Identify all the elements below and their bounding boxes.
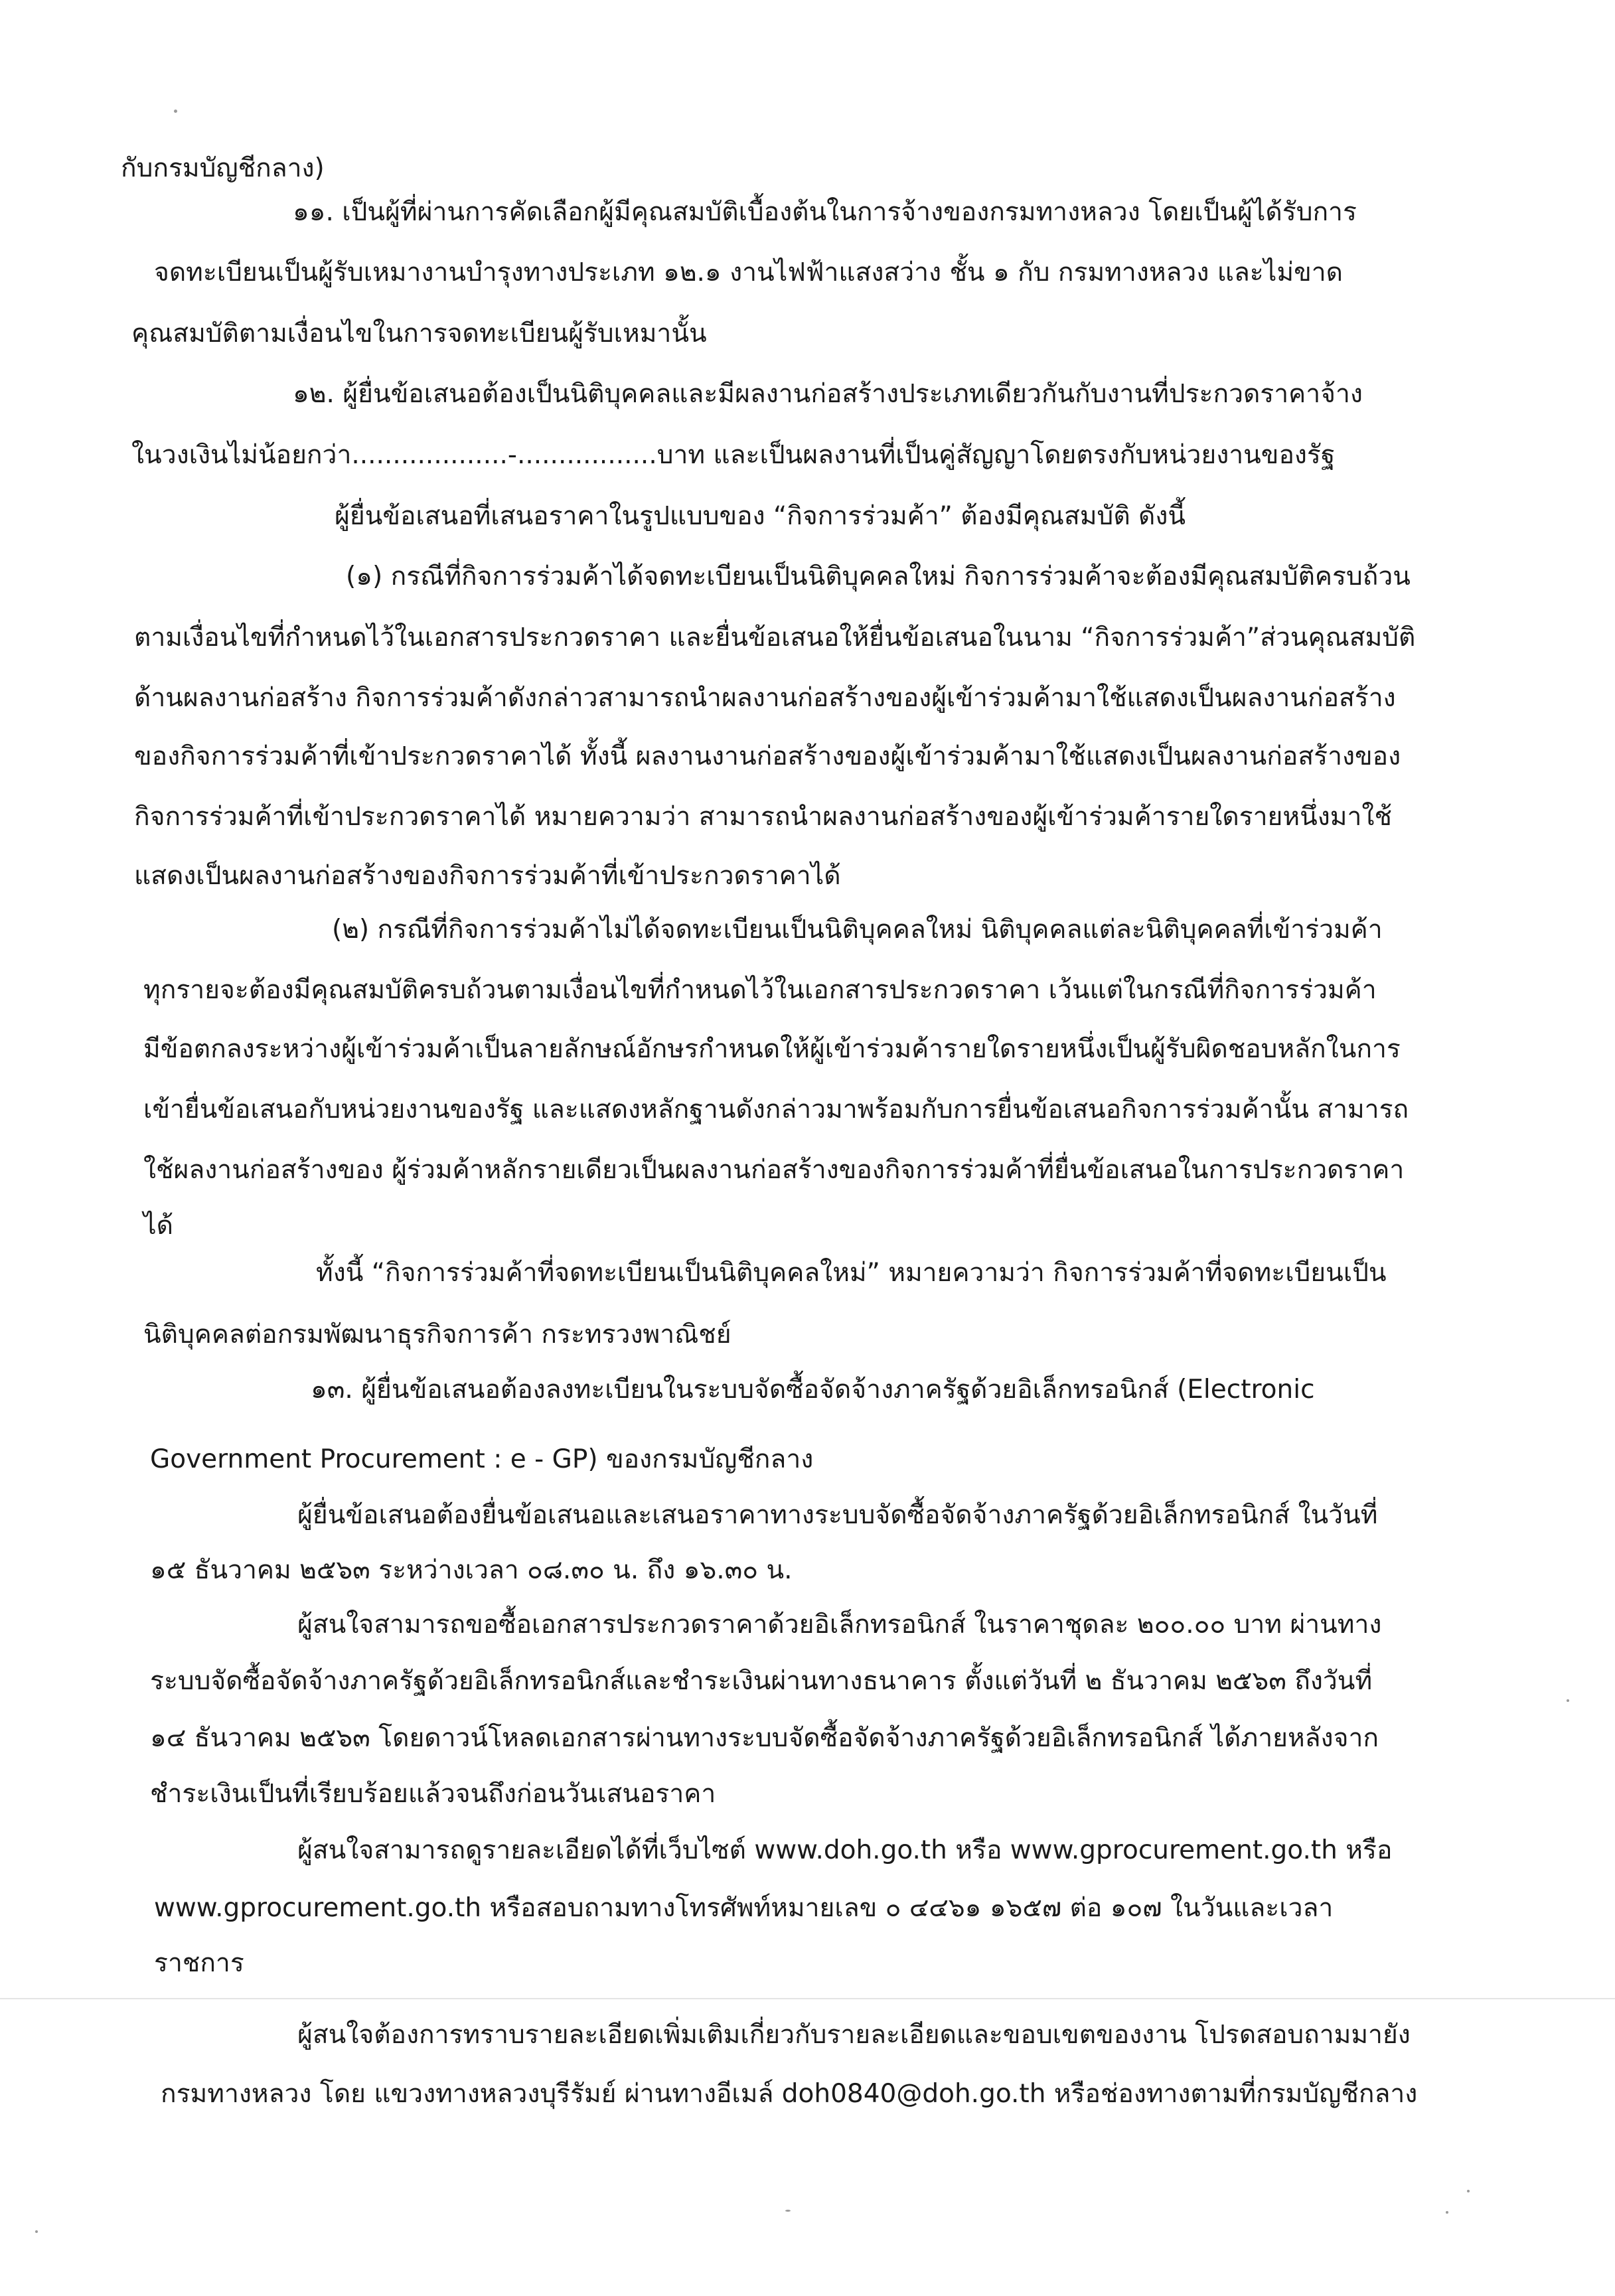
- text-line-22: ๑๓. ผู้ยื่นข้อเสนอต้องลงทะเบียนในระบบจัดซื้อจัดจ้างภาครัฐด้วยอิเล็กทรอนิกส์ (Electronic: [311, 1375, 1315, 1405]
- text-line-16: มีข้อตกลงระหว่างผู้เข้าร่วมค้าเป็นลายลักษณ์อักษรกำหนดให้ผู้เข้าร่วมค้ารายใดรายหนึ่งเป็นผู้รับผิดชอบหลักในการ: [143, 1034, 1401, 1064]
- text-line-33: ผู้สนใจต้องการทราบรายละเอียดเพิ่มเติมเกี่ยวกับรายละเอียดและขอบเขตของงาน โปรดสอบถามมายัง: [297, 2020, 1411, 2050]
- text-line-25: ๑๕ ธันวาคม ๒๕๖๓ ระหว่างเวลา ๐๘.๓๐ น. ถึง ๑๖.๓๐ น.: [150, 1555, 793, 1585]
- text-line-32: ราชการ: [154, 1948, 244, 1978]
- scan-speck: [1567, 1699, 1569, 1702]
- scan-speck: [35, 2230, 38, 2233]
- text-line-07: ผู้ยื่นข้อเสนอที่เสนอราคาในรูปแบบของ “กิจการร่วมค้า” ต้องมีคุณสมบัติ ดังนี้: [335, 501, 1186, 531]
- text-line-27: ระบบจัดซื้อจัดจ้างภาครัฐด้วยอิเล็กทรอนิกส์และชำระเงินผ่านทางธนาคาร ตั้งแต่วันที่ ๒ ธันวาคม ๒๕๖๓ ถึงวันที่: [150, 1666, 1373, 1696]
- scan-speck: [1467, 2190, 1470, 2192]
- text-line-11: ของกิจการร่วมค้าที่เข้าประกวดราคาได้ ทั้งนี้ ผลงานงานก่อสร้างของผู้เข้าร่วมค้ามาใช้แสดงเป็นผลงานก่อสร้างของ: [134, 741, 1401, 771]
- scan-speck: [785, 2210, 791, 2212]
- text-line-30: ผู้สนใจสามารถดูรายละเอียดได้ที่เว็บไซต์ www.doh.go.th หรือ www.gprocurement.go.th หรือ: [297, 1835, 1393, 1865]
- scan-speck: [174, 110, 177, 113]
- text-line-17: เข้ายื่นข้อเสนอกับหน่วยงานของรัฐ และแสดงหลักฐานดังกล่าวมาพร้อมกับการยื่นข้อเสนอกิจการร่วมค้านั้น สามารถ: [143, 1095, 1409, 1124]
- text-line-21: นิติบุคคลต่อกรมพัฒนาธุรกิจการค้า กระทรวงพาณิชย์: [143, 1320, 731, 1349]
- text-line-02: ๑๑. เป็นผู้ที่ผ่านการคัดเลือกผู้มีคุณสมบัติเบื้องต้นในการจ้างของกรมทางหลวง โดยเป็นผู้ได้รับการ: [293, 197, 1357, 227]
- scan-speck: [1446, 2211, 1448, 2214]
- text-line-03: จดทะเบียนเป็นผู้รับเหมางานบำรุงทางประเภท ๑๒.๑ งานไฟฟ้าแสงสว่าง ชั้น ๑ กับ กรมทางหลวง และไม่ขาด: [154, 258, 1343, 287]
- text-line-23: Government Procurement : e - GP) ของกรมบัญชีกลาง: [150, 1444, 814, 1474]
- text-line-09: ตามเงื่อนไขที่กำหนดไว้ในเอกสารประกวดราคา และยื่นข้อเสนอให้ยื่นข้อเสนอในนาม “กิจการร่วมค้า”ส่วนคุณสมบัติ: [134, 623, 1416, 652]
- text-line-05: ๑๒. ผู้ยื่นข้อเสนอต้องเป็นนิติบุคคลและมีผลงานก่อสร้างประเภทเดียวกันกับงานที่ประกวดราคาจ้าง: [293, 379, 1363, 409]
- text-line-18: ใช้ผลงานก่อสร้างของ ผู้ร่วมค้าหลักรายเดียวเป็นผลงานก่อสร้างของกิจการร่วมค้าที่ยื่นข้อเสนอในการประกวดราคา: [143, 1155, 1405, 1185]
- text-line-26: ผู้สนใจสามารถขอซื้อเอกสารประกวดราคาด้วยอิเล็กทรอนิกส์ ในราคาชุดละ ๒๐๐.๐๐ บาท ผ่านทาง: [297, 1610, 1382, 1640]
- text-line-04: คุณสมบัติตามเงื่อนไขในการจดทะเบียนผู้รับเหมานั้น: [131, 319, 707, 348]
- text-line-08: (๑) กรณีที่กิจการร่วมค้าได้จดทะเบียนเป็นนิติบุคคลใหม่ กิจการร่วมค้าจะต้องมีคุณสมบัติครบถ้วน: [346, 562, 1411, 591]
- text-line-19: ได้: [143, 1211, 173, 1241]
- text-line-12: กิจการร่วมค้าที่เข้าประกวดราคาได้ หมายความว่า สามารถนำผลงานก่อสร้างของผู้เข้าร่วมค้ารายใดรายหนึ่งมาใช้: [134, 802, 1392, 832]
- text-line-15: ทุกรายจะต้องมีคุณสมบัติครบถ้วนตามเงื่อนไขที่กำหนดไว้ในเอกสารประกวดราคา เว้นแต่ในกรณีที่กิจการร่วมค้า: [143, 975, 1377, 1005]
- text-line-10: ด้านผลงานก่อสร้าง กิจการร่วมค้าดังกล่าวสามารถนำผลงานก่อสร้างของผู้เข้าร่วมค้ามาใช้แสดงเป็นผลงานก่อสร้าง: [134, 683, 1396, 713]
- text-line-34: กรมทางหลวง โดย แขวงทางหลวงบุรีรัมย์ ผ่านทางอีเมล์ doh0840@doh.go.th หรือช่องทางตามที่กรมบัญชีกลาง: [161, 2079, 1418, 2109]
- scan-artifact-line: [0, 1998, 1615, 1999]
- text-line-01: กับกรมบัญชีกลาง): [121, 153, 325, 183]
- text-line-28: ๑๔ ธันวาคม ๒๕๖๓ โดยดาวน์โหลดเอกสารผ่านทางระบบจัดซื้อจัดจ้างภาครัฐด้วยอิเล็กทรอนิกส์ ได้ภายหลังจาก: [150, 1723, 1379, 1753]
- text-line-06: ในวงเงินไม่น้อยกว่า...................-.................บาท และเป็นผลงานที่เป็นคู่สัญญาโดยตรงกับหน่วยงานของรัฐ: [131, 440, 1336, 470]
- text-line-31: www.gprocurement.go.th หรือสอบถามทางโทรศัพท์หมายเลข ๐ ๔๔๖๑ ๑๖๕๗ ต่อ ๑๐๗ ในวันและเวลา: [154, 1893, 1334, 1923]
- text-line-14: (๒) กรณีที่กิจการร่วมค้าไม่ได้จดทะเบียนเป็นนิติบุคคลใหม่ นิติบุคคลแต่ละนิติบุคคลที่เข้าร่วมค้า: [332, 915, 1383, 945]
- text-line-20: ทั้งนี้ “กิจการร่วมค้าที่จดทะเบียนเป็นนิติบุคคลใหม่” หมายความว่า กิจการร่วมค้าที่จดทะเบียนเป็น: [316, 1258, 1387, 1288]
- text-line-13: แสดงเป็นผลงานก่อสร้างของกิจการร่วมค้าที่เข้าประกวดราคาได้: [134, 861, 841, 891]
- text-line-29: ชำระเงินเป็นที่เรียบร้อยแล้วจนถึงก่อนวันเสนอราคา: [150, 1779, 716, 1809]
- text-line-24: ผู้ยื่นข้อเสนอต้องยื่นข้อเสนอและเสนอราคาทางระบบจัดซื้อจัดจ้างภาครัฐด้วยอิเล็กทรอนิกส์ ในวันที่: [297, 1500, 1378, 1530]
